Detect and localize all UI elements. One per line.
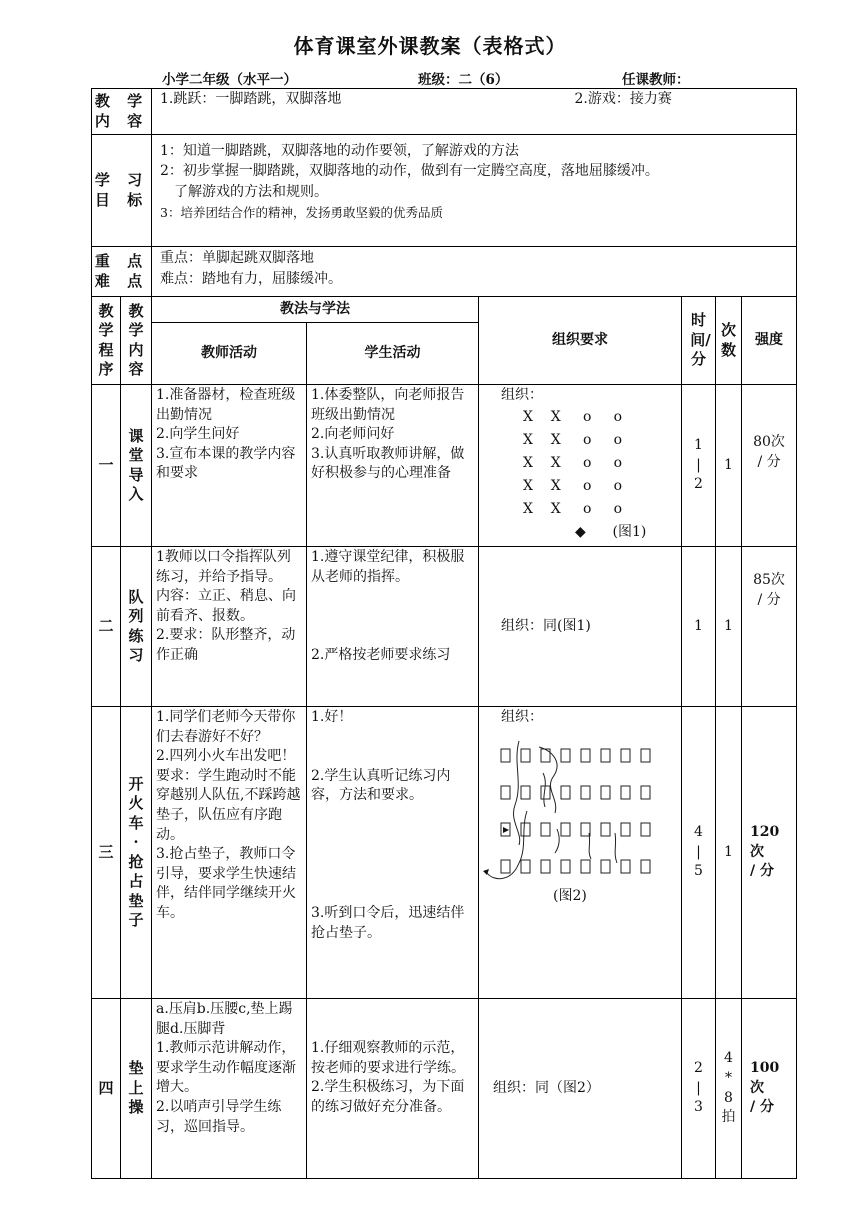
time-cell: 2 | 3 [682,999,716,1179]
times-cell: 1 [716,385,742,547]
content-item-1: 1.跳跃：一脚踏跳，双脚落地 [160,91,342,107]
header-content: 教学内容 [121,297,152,385]
content-label-text: 教 学 内 容 [94,92,149,130]
goal-2b: 了解游戏的方法和规则。 [174,183,329,200]
lesson-plan-table [91,88,797,1179]
section-num: 一 [92,385,121,547]
section-num: 二 [92,547,121,707]
section-row-3 [92,707,797,999]
intensity-cell: 85次 / 分 [742,547,797,707]
key-point: 重点：单脚起跳双脚落地 [160,250,315,266]
org-cell: 组织：同(图1) [479,547,682,707]
teacher-activity: 1.准备器材，检查班级出勤情况 2.向学生问好 3.宣布本课的教学内容和要求 [152,385,307,547]
content-item-2: 2.游戏：接力赛 [574,91,672,107]
header-row-1 [92,297,797,323]
section-name: 队列练习 [121,547,152,707]
header-intensity: 强度 [742,297,797,385]
org-cell [479,385,682,547]
org-title: 组织： [501,709,544,725]
keypoints-label: 重 点 难 点 [92,247,152,297]
section-name: 课堂导入 [121,385,152,547]
figure-2-caption: (图2) [553,888,587,904]
content-label [92,89,152,135]
header-org: 组织要求 [479,297,682,385]
page-title: 体育课室外课教案（表格式） [293,34,567,58]
time-cell: 1 [682,547,716,707]
intensity-cell: 120 次 / 分 [742,707,797,999]
section-num: 四 [92,999,121,1179]
org-cell: 组织：同（图2） [479,999,682,1179]
section-row-1 [92,385,797,547]
difficult-point: 难点：踏地有力，屈膝缓冲。 [160,271,343,287]
figure-1-caption: ◆ (图1) [575,524,647,540]
header-times: 次数 [716,297,742,385]
keypoints-cell [152,247,797,297]
goal-1: 1：知道一脚踏跳，双脚落地的动作要领，了解游戏的方法 [160,143,519,159]
goals-row [92,135,797,247]
teacher-activity: a.压肩b.压腰c,垫上踢腿d.压脚背 1.教师示范讲解动作，要求学生动作幅度逐渐增大。 2.以哨声引导学生练习，巡回指导。 [152,999,307,1179]
section-row-4 [92,999,797,1179]
student-activity: 1.体委整队，向老师报告班级出勤情况 2.向老师问好 3.认真听取教师讲解，做好积极参与的心理准备 [307,385,479,547]
formation-row: X X o o [523,432,623,448]
teacher-activity: 1教师以口令指挥队列练习，并给予指导。 内容：立正、稍息、向前看齐、报数。 2.要求：队形整齐，动作正确 [152,547,307,707]
lesson-info [0,68,860,86]
header-methods: 教法与学法 [152,297,479,323]
goals-cell [152,135,797,247]
section-name: 垫上操 [121,999,152,1179]
student-activity: 1.好！ 2.学生认真听记练习内容，方法和要求。 3.听到口令后，迅速结伴抢占垫子。 [307,707,479,999]
teacher-activity: 1.同学们老师今天带你们去春游好不好？ 2.四列小火车出发吧！要求：学生跑动时不能穿越别人队伍,不踩跨越垫子，队伍应有序跑动。 3.抢占垫子，教师口令引导，要求学生快速结伴，结伴同学继续开火车。 [152,707,307,999]
student-activity: 1.遵守课堂纪律，积极服从老师的指挥。 2.严格按老师要求练习 [307,547,479,707]
formation-row: X X o o [523,409,623,425]
header-student: 学生活动 [307,323,479,385]
intensity-cell: 100 次 / 分 [742,999,797,1179]
formation-row: X X o o [523,455,623,471]
goal-3: 3：培养团结合作的精神，发扬勇敢坚毅的优秀品质 [160,204,443,220]
times-cell: 1 [716,707,742,999]
org-title: 组织： [501,387,544,403]
time-cell: 1 | 2 [682,385,716,547]
class-label: 班级：二（6） [418,72,509,88]
intensity-cell: 80次 / 分 [742,385,797,547]
formation-row: X X o o [523,478,623,494]
org-cell [479,707,682,999]
section-row-2 [92,547,797,707]
header-time: 时间/分 [682,297,716,385]
goals-label: 学 习 目 标 [92,135,152,247]
section-num: 三 [92,707,121,999]
content-cell [152,89,797,135]
time-cell: 4 | 5 [682,707,716,999]
teacher-label: 任课教师： [622,72,690,88]
formation-row: X X o o [523,501,623,517]
section-name: 开火车·抢占垫子 [121,707,152,999]
grade-label: 小学二年级（水平一） [162,72,297,88]
header-teacher: 教师活动 [152,323,307,385]
keypoints-row [92,247,797,297]
header-order: 教学程序 [92,297,121,385]
student-activity: 1.仔细观察教师的示范，按老师的要求进行学练。 2.学生积极练习，为下面的练习做好充分准备。 [307,999,479,1179]
times-cell: 4 * 8 拍 [716,999,742,1179]
times-cell: 1 [716,547,742,707]
content-row [92,89,797,135]
goal-2: 2：初步掌握一脚踏跳，双脚落地的动作，做到有一定腾空高度，落地屈膝缓冲。 [160,163,659,180]
